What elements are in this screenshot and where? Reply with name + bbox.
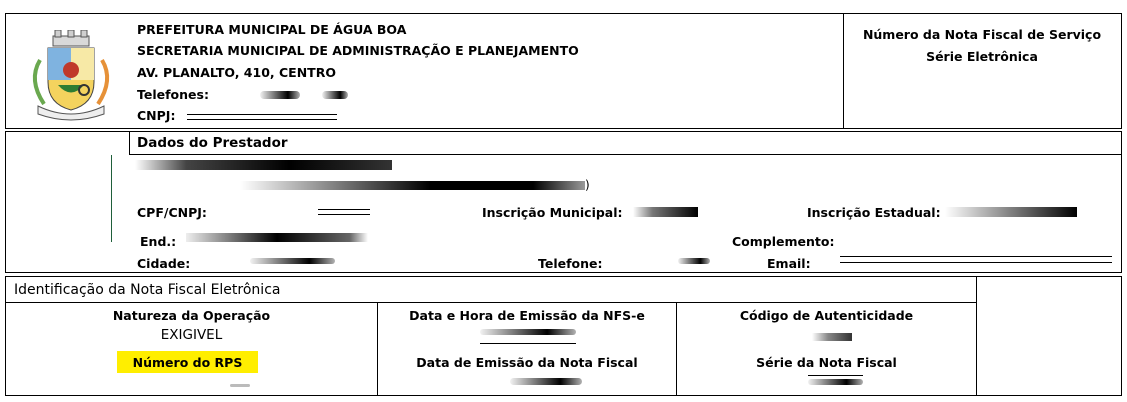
serie-nota-label: Série da Nota Fiscal — [756, 355, 897, 370]
cpf-cnpj-redacted — [318, 209, 370, 210]
header-line2: SECRETARIA MUNICIPAL DE ADMINISTRAÇÃO E PLANEJAMENTO — [137, 43, 579, 58]
cpf-cnpj-redacted-2 — [318, 214, 370, 215]
complemento-label: Complemento: — [732, 234, 835, 249]
phones-redacted — [260, 91, 300, 99]
header-line3: AV. PLANALTO, 410, CENTRO — [137, 65, 336, 80]
nota-title: Número da Nota Fiscal de Serviço — [862, 27, 1102, 42]
cnpj-redacted — [187, 114, 337, 115]
prestador-fantasia-redacted — [240, 181, 585, 190]
cpf-cnpj-label: CPF/CNPJ: — [137, 205, 207, 220]
data-hora-redacted — [480, 329, 576, 335]
data-emissao-label: Data de Emissão da Nota Fiscal — [416, 355, 638, 370]
telefone-label: Telefone: — [538, 256, 603, 271]
telefone-redacted — [678, 258, 710, 264]
cidade-redacted — [250, 258, 335, 264]
cnpj-label: CNPJ: — [137, 108, 176, 123]
data-hora-underline — [480, 343, 576, 344]
end-redacted — [186, 233, 368, 242]
email-redacted-2 — [840, 262, 1112, 263]
end-label: End.: — [140, 234, 177, 249]
inscricao-municipal-redacted — [633, 207, 698, 217]
email-label: Email: — [767, 256, 811, 271]
phones-redacted-2 — [322, 91, 348, 99]
inscricao-estadual-label: Inscrição Estadual: — [807, 205, 941, 220]
natureza-label: Natureza da Operação — [112, 308, 271, 323]
data-emissao-redacted — [510, 378, 582, 385]
coat-of-arms-icon — [18, 30, 124, 122]
identificacao-right-divider — [976, 276, 977, 396]
cidade-label: Cidade: — [137, 256, 191, 271]
cnpj-redacted-2 — [187, 119, 337, 120]
data-hora-label: Data e Hora de Emissão da NFS-e — [409, 308, 645, 323]
serie-eletronica: Série Eletrônica — [926, 49, 1038, 64]
natureza-value: EXIGIVEL — [160, 327, 223, 343]
inscricao-estadual-redacted — [945, 207, 1077, 217]
identificacao-title-underline — [5, 302, 977, 303]
header-line1: PREFEITURA MUNICIPAL DE ÁGUA BOA — [137, 22, 407, 37]
prestador-title: Dados do Prestador — [137, 135, 288, 151]
phones-label: Telefones: — [137, 87, 209, 102]
paren-mark: ) — [585, 178, 590, 192]
inscricao-municipal-label: Inscrição Municipal: — [482, 205, 623, 220]
email-redacted — [840, 256, 1112, 257]
serie-nota-redacted-2 — [808, 379, 863, 385]
rps-redacted — [230, 384, 250, 387]
codigo-redacted — [812, 333, 852, 341]
rps-label: Número do RPS — [132, 355, 243, 370]
identificacao-title: Identificação da Nota Fiscal Eletrônica — [14, 282, 281, 298]
codigo-label: Código de Autenticidade — [739, 308, 914, 323]
prestador-name-redacted — [135, 160, 392, 170]
prestador-side-line — [111, 155, 112, 242]
serie-nota-redacted — [808, 375, 863, 376]
